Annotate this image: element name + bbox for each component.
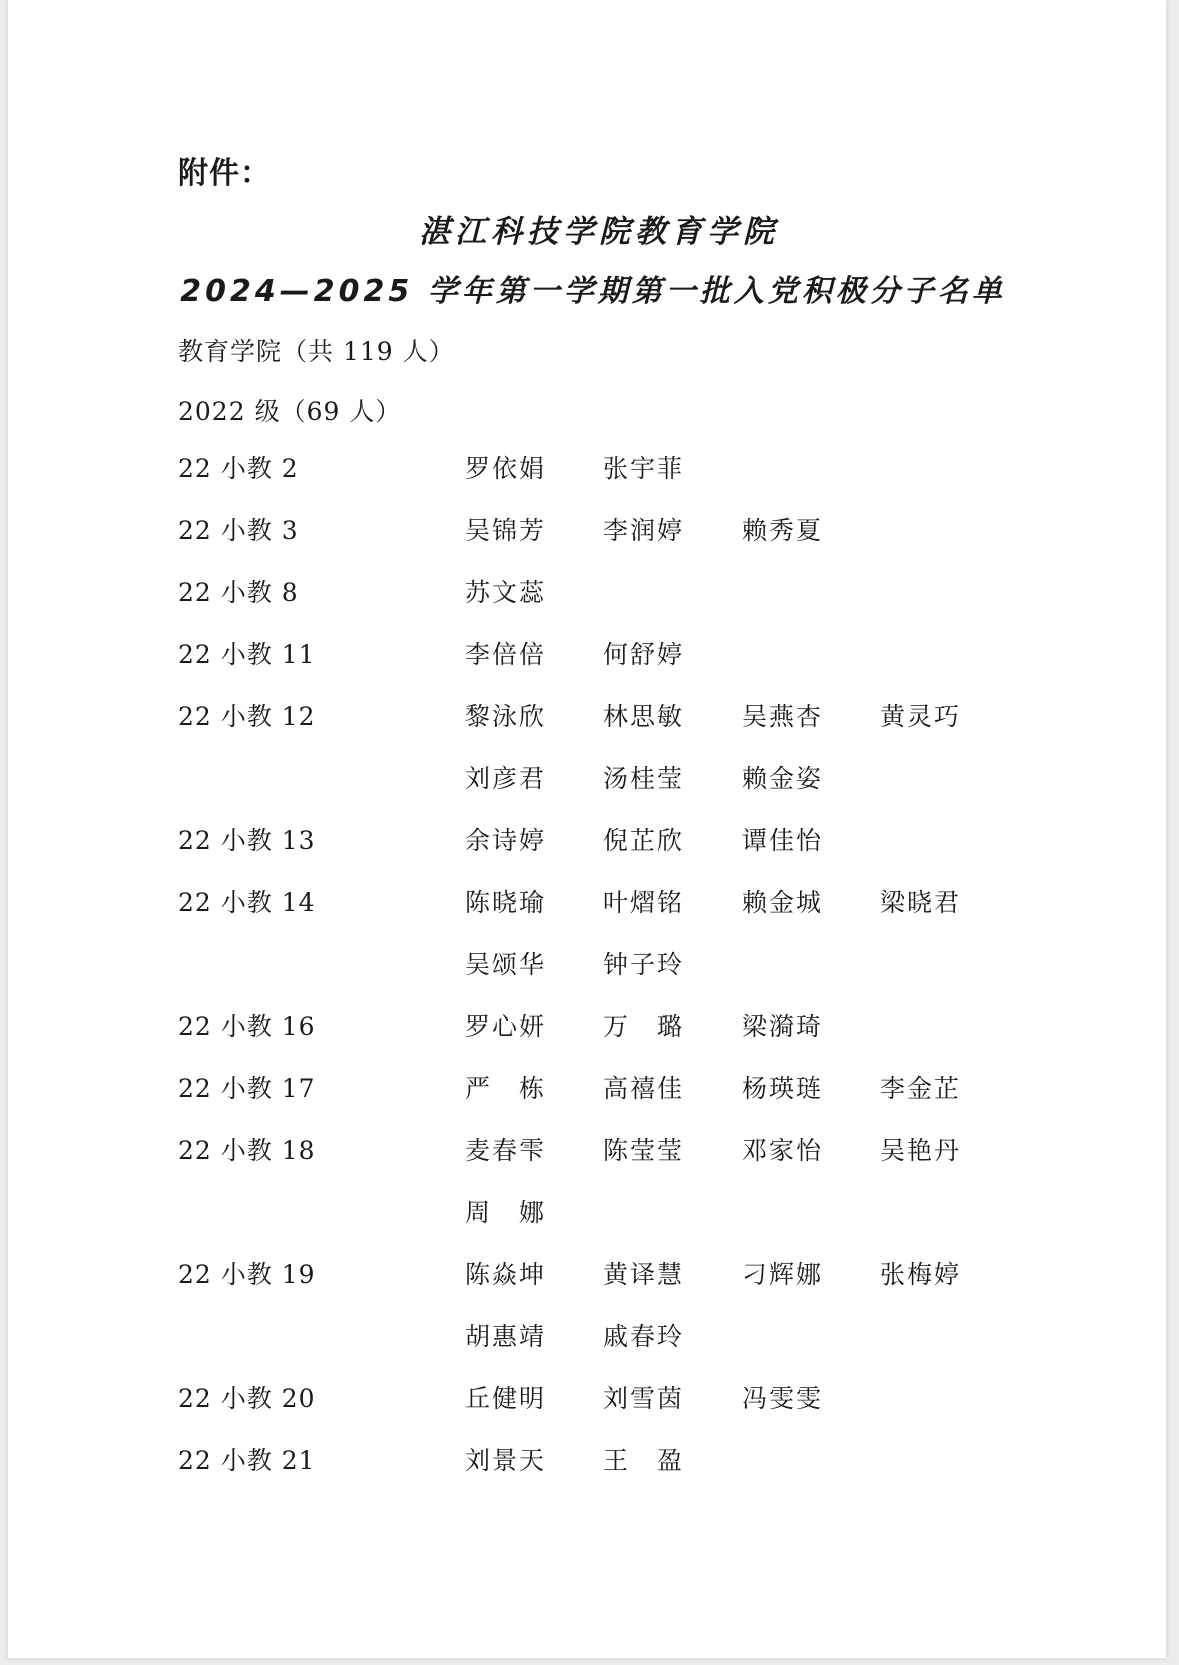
student-name: 李倍倍 — [465, 640, 545, 669]
class-label: 22 小教 11 — [178, 640, 316, 669]
student-name: 刁辉娜 — [742, 1260, 822, 1289]
student-name: 倪芷欣 — [603, 826, 683, 855]
student-name: 吴锦芳 — [465, 516, 545, 545]
student-name: 陈焱坤 — [465, 1260, 545, 1289]
list-row — [178, 1379, 978, 1441]
title-line-2: 2024—2025 学年第一学期第一批入党积极分子名单 — [180, 274, 1006, 309]
class-label: 22 小教 12 — [178, 702, 316, 731]
list-row — [178, 449, 978, 511]
college-heading: 教育学院（共 119 人） — [178, 337, 455, 366]
class-label: 22 小教 19 — [178, 1260, 316, 1289]
student-name: 张梅婷 — [880, 1260, 960, 1289]
grade-heading: 2022 级（69 人） — [178, 397, 402, 426]
class-label: 22 小教 2 — [178, 454, 299, 483]
student-name: 钟子玲 — [603, 950, 683, 979]
class-label: 22 小教 16 — [178, 1012, 316, 1041]
class-label: 22 小教 13 — [178, 826, 316, 855]
student-name: 李润婷 — [603, 516, 683, 545]
student-name: 冯雯雯 — [742, 1384, 822, 1413]
student-name: 周 娜 — [465, 1198, 545, 1227]
list-row — [178, 1193, 978, 1255]
title-line-1: 湛江科技学院教育学院 — [419, 214, 779, 250]
student-name: 赖秀夏 — [742, 516, 822, 545]
student-name: 黄译慧 — [603, 1260, 683, 1289]
student-name: 吴艳丹 — [880, 1136, 960, 1165]
student-name: 王 盈 — [603, 1446, 683, 1475]
list-row — [178, 635, 978, 697]
student-name: 罗心妍 — [465, 1012, 545, 1041]
student-name: 何舒婷 — [603, 640, 683, 669]
student-name: 梁晓君 — [880, 888, 960, 917]
student-name: 黄灵巧 — [880, 702, 960, 731]
student-name: 吴颂华 — [465, 950, 545, 979]
student-name: 林思敏 — [603, 702, 683, 731]
student-name: 胡惠靖 — [465, 1322, 545, 1351]
student-name: 戚春玲 — [603, 1322, 683, 1351]
student-name: 高禧佳 — [603, 1074, 683, 1103]
class-label: 22 小教 17 — [178, 1074, 316, 1103]
student-name: 严 栋 — [465, 1074, 545, 1103]
student-name: 罗依娟 — [465, 454, 545, 483]
name-list — [178, 449, 978, 1503]
list-row — [178, 697, 978, 759]
student-name: 刘彦君 — [465, 764, 545, 793]
student-name: 丘健明 — [465, 1384, 545, 1413]
student-name: 张宇菲 — [603, 454, 683, 483]
list-row — [178, 759, 978, 821]
class-label: 22 小教 20 — [178, 1384, 316, 1413]
class-label: 22 小教 21 — [178, 1446, 316, 1475]
document-page — [8, 0, 1166, 1658]
student-name: 李金芷 — [880, 1074, 960, 1103]
student-name: 苏文蕊 — [465, 578, 545, 607]
list-row — [178, 821, 978, 883]
list-row — [178, 511, 978, 573]
list-row — [178, 883, 978, 945]
list-row — [178, 1007, 978, 1069]
class-label: 22 小教 14 — [178, 888, 316, 917]
student-name: 麦春雫 — [465, 1136, 545, 1165]
student-name: 刘景天 — [465, 1446, 545, 1475]
student-name: 余诗婷 — [465, 826, 545, 855]
student-name: 赖金城 — [742, 888, 822, 917]
list-row — [178, 1441, 978, 1503]
student-name: 陈莹莹 — [603, 1136, 683, 1165]
student-name: 叶熠铭 — [603, 888, 683, 917]
list-row — [178, 1255, 978, 1317]
class-label: 22 小教 3 — [178, 516, 299, 545]
student-name: 黎泳欣 — [465, 702, 545, 731]
list-row — [178, 1317, 978, 1379]
student-name: 万 璐 — [603, 1012, 683, 1041]
student-name: 邓家怡 — [742, 1136, 822, 1165]
student-name: 赖金姿 — [742, 764, 822, 793]
list-row — [178, 945, 978, 1007]
attachment-label: 附件： — [178, 156, 271, 191]
student-name: 吴燕杏 — [742, 702, 822, 731]
list-row — [178, 573, 978, 635]
list-row — [178, 1131, 978, 1193]
student-name: 杨瑛琏 — [742, 1074, 822, 1103]
student-name: 刘雪茵 — [603, 1384, 683, 1413]
student-name: 陈晓瑜 — [465, 888, 545, 917]
student-name: 汤桂莹 — [603, 764, 683, 793]
student-name: 梁漪琦 — [742, 1012, 822, 1041]
class-label: 22 小教 8 — [178, 578, 299, 607]
list-row — [178, 1069, 978, 1131]
student-name: 谭佳怡 — [742, 826, 822, 855]
class-label: 22 小教 18 — [178, 1136, 316, 1165]
